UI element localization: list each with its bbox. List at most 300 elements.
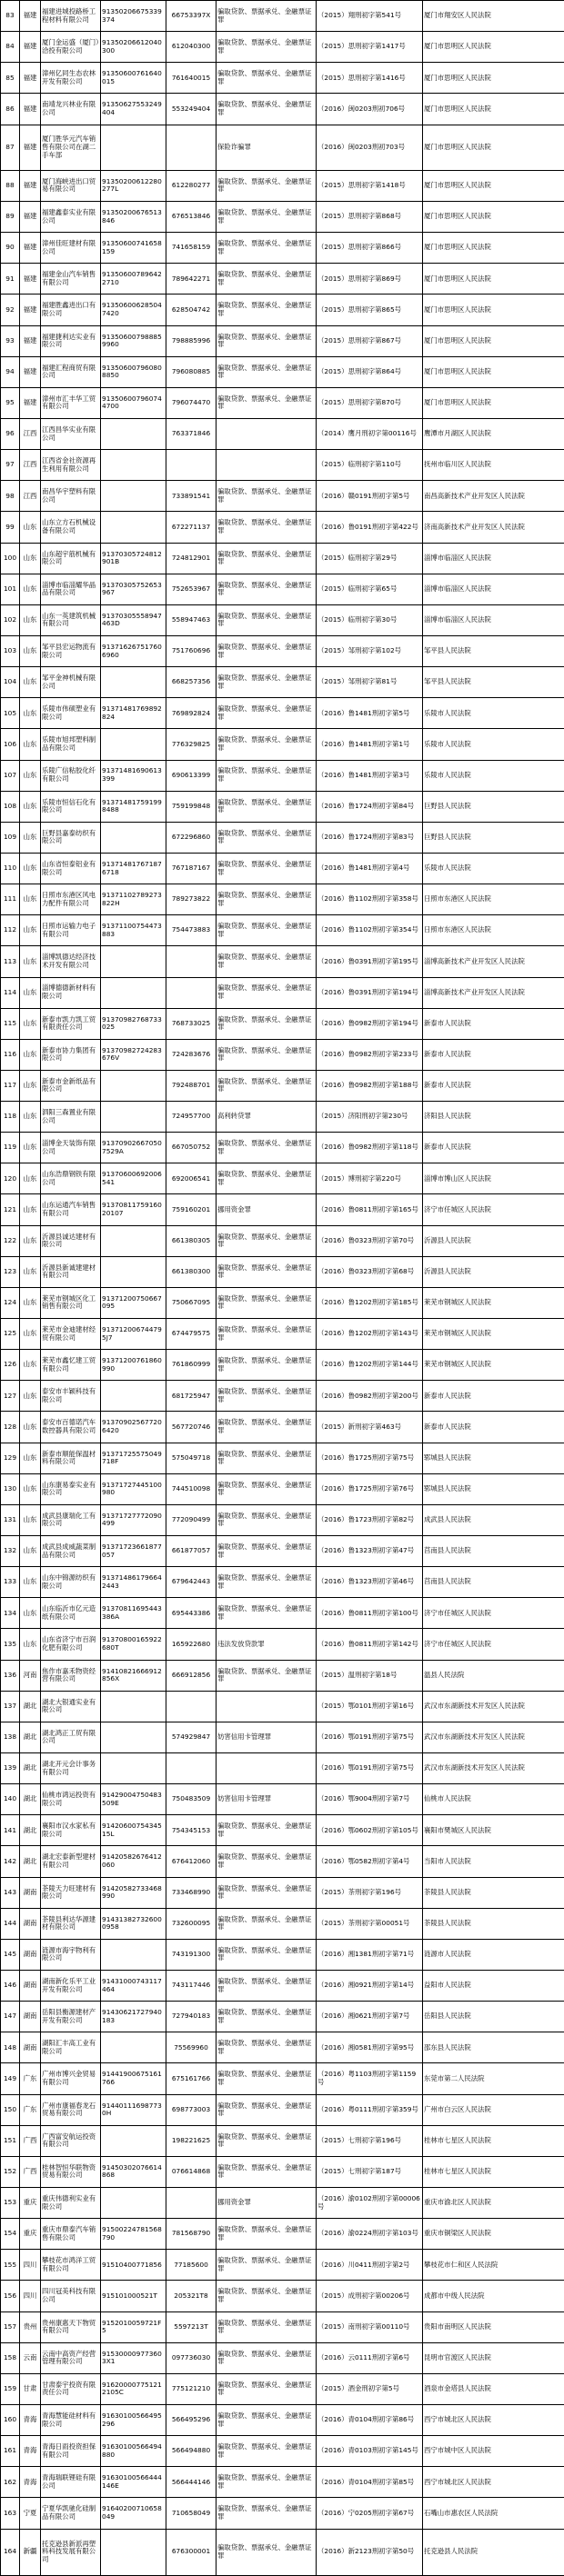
row-number: 150 xyxy=(1,2094,20,2125)
row-number: 85 xyxy=(1,63,20,94)
offense-cell: 骗取贷款、票据承兑、金融票证罪 xyxy=(217,853,317,884)
table-row xyxy=(1,1381,564,1412)
offense-cell: 骗取贷款、票据承兑、金融票证罪 xyxy=(217,1536,317,1567)
offense-cell: 骗取贷款、票据承兑、金融票证罪 xyxy=(217,356,317,387)
court-cell: 当阳市人民法院 xyxy=(423,1846,564,1877)
table-row xyxy=(1,450,564,481)
row-number: 157 xyxy=(1,2311,20,2342)
table-row xyxy=(1,2125,564,2156)
row-number: 163 xyxy=(1,2498,20,2529)
company-name-cell: 湖北开元会计事务有限公司 xyxy=(41,1753,101,1784)
case-number-cell: （2016）鄂0582刑初字第4号 xyxy=(317,1846,423,1877)
case-number-cell: （2016）鲁1323刑初字第46号 xyxy=(317,1567,423,1598)
credit-code-cell: 913506006285047420 xyxy=(101,295,166,325)
case-number-cell: （2016）鲁1725刑初字第76号 xyxy=(317,1473,423,1504)
row-number: 104 xyxy=(1,667,20,698)
province-cell: 山东 xyxy=(20,915,41,946)
table-row xyxy=(1,884,564,915)
org-code-cell: 789642271 xyxy=(166,264,217,295)
case-number-cell: （2016）闽0203刑初703号 xyxy=(317,125,423,170)
row-number: 154 xyxy=(1,2219,20,2250)
province-cell: 福建 xyxy=(20,201,41,232)
province-cell: 福建 xyxy=(20,125,41,170)
credit-code-cell: 91450302076614868 xyxy=(101,2156,166,2187)
table-row xyxy=(1,1660,564,1691)
province-cell: 广西 xyxy=(20,2125,41,2156)
offense-cell: 骗取贷款、票据承兑、金融票证罪 xyxy=(217,2311,317,2342)
company-name-cell: 邹平金神机械有限公司 xyxy=(41,667,101,698)
credit-code-cell: 91370982768733025 xyxy=(101,1008,166,1039)
company-name-cell: 宁夏华凯驰化硅制品有限公司 xyxy=(41,2498,101,2529)
company-name-cell: 莱芜市鑫忆建工贸有限公司 xyxy=(41,1350,101,1381)
offense-cell: 骗取贷款、票据承兑、金融票证罪 xyxy=(217,264,317,295)
province-cell: 湖北 xyxy=(20,1722,41,1752)
table-row xyxy=(1,1504,564,1535)
org-code-cell: 781568790 xyxy=(166,2219,217,2250)
org-code-cell: 672296860 xyxy=(166,822,217,853)
credit-code-cell: 91371200761860990 xyxy=(101,1350,166,1381)
table-row xyxy=(1,1102,564,1133)
table-row xyxy=(1,2187,564,2218)
company-name-cell: 托克逊县新派再塑料科技发展有限公司 xyxy=(41,2529,101,2575)
table-row xyxy=(1,2467,564,2498)
province-cell: 青海 xyxy=(20,2436,41,2467)
company-name-cell: 湖南新化乐平工业开发有限公司 xyxy=(41,1971,101,2002)
case-number-cell: （2016）鲁1481刑初字第5号 xyxy=(317,698,423,729)
court-cell: 抚州市临川区人民法院 xyxy=(423,450,564,481)
province-cell: 山东 xyxy=(20,543,41,574)
case-number-cell: （2016）鲁1481刑初字第1号 xyxy=(317,729,423,760)
company-name-cell: 山东省济宁市百润化肥有限公司 xyxy=(41,1629,101,1660)
offense-cell xyxy=(217,1691,317,1722)
row-number: 91 xyxy=(1,264,20,295)
offense-cell: 骗取贷款、票据承兑、金融票证罪 xyxy=(217,1971,317,2002)
case-number-cell: （2016）湘1381刑初字第71号 xyxy=(317,1939,423,1970)
org-code-cell: 676300001 xyxy=(166,2529,217,2575)
org-code-cell: 666912856 xyxy=(166,1660,217,1691)
row-number: 92 xyxy=(1,295,20,325)
province-cell: 湖南 xyxy=(20,1971,41,2002)
row-number: 89 xyxy=(1,201,20,232)
credit-code-cell: 913714817671876718 xyxy=(101,853,166,884)
offense-cell: 骗取贷款、票据承兑、金融票证罪 xyxy=(217,1473,317,1504)
org-code-cell: 798885996 xyxy=(166,325,217,356)
company-name-cell: 茶陵县利达华源建材有限公司 xyxy=(41,1908,101,1939)
table-row xyxy=(1,481,564,512)
credit-code-cell: 91370600692006541 xyxy=(101,1163,166,1194)
org-code-cell: 743191300 xyxy=(166,1939,217,1970)
org-code-cell: 733891541 xyxy=(166,481,217,512)
case-number-cell: （2015）思刑初字第1417号 xyxy=(317,32,423,63)
province-cell: 山东 xyxy=(20,512,41,543)
table-row xyxy=(1,387,564,418)
company-name-cell: 焦作市嘉禾物资经营有限公司 xyxy=(41,1660,101,1691)
company-name-cell: 山东临沂市亿元造纸有限公司 xyxy=(41,1598,101,1629)
province-cell: 湖南 xyxy=(20,1939,41,1970)
table-row xyxy=(1,94,564,125)
table-row xyxy=(1,201,564,232)
company-name-cell: 青海慧能硅材料有限公司 xyxy=(41,2404,101,2435)
company-name-cell: 厦门金运盛（厦门）洽投有限公司 xyxy=(41,32,101,63)
offense-cell: 骗取贷款、票据承兑、金融票证罪 xyxy=(217,1133,317,1163)
offense-cell: 骗取贷款、票据承兑、金融票证罪 xyxy=(217,2342,317,2373)
org-code-cell: 759160201 xyxy=(166,1194,217,1225)
credit-code-cell: 91429004750483509E xyxy=(101,1784,166,1815)
offense-cell: 骗取贷款、票据承兑、金融票证罪 xyxy=(217,977,317,1008)
org-code-cell: 724812901 xyxy=(166,543,217,574)
court-cell: 攀枝花市仁和区人民法院 xyxy=(423,2250,564,2281)
court-cell: 沂源县人民法院 xyxy=(423,1256,564,1287)
court-cell: 济宁市任城区人民法院 xyxy=(423,1194,564,1225)
court-cell: 新泰市人民法院 xyxy=(423,1133,564,1163)
offense-cell: 骗取贷款、票据承兑、金融票证罪 xyxy=(217,1567,317,1598)
company-name-cell: 沂源县诚达建材有限公司 xyxy=(41,1225,101,1256)
court-cell: 郓城县人民法院 xyxy=(423,1443,564,1473)
table-row xyxy=(1,1784,564,1815)
case-number-cell: （2016）鲁0391刑初字第194号 xyxy=(317,977,423,1008)
offense-cell: 骗取贷款、票据承兑、金融票证罪 xyxy=(217,32,317,63)
province-cell: 山东 xyxy=(20,1070,41,1101)
org-code-cell: 076614868 xyxy=(166,2156,217,2187)
court-cell: 莱芜市钢城区人民法院 xyxy=(423,1350,564,1381)
company-name-cell: 南靖龙兴林业有限公司 xyxy=(41,94,101,125)
org-code-cell: 768733025 xyxy=(166,1008,217,1039)
org-code-cell xyxy=(166,450,217,481)
court-cell: 新泰市人民法院 xyxy=(423,1008,564,1039)
offense-cell: 骗取贷款、票据承兑、金融票证罪 xyxy=(217,1908,317,1939)
row-number: 103 xyxy=(1,635,20,666)
table-row xyxy=(1,635,564,666)
credit-code-cell: 91500224781568790 xyxy=(101,2219,166,2250)
table-row xyxy=(1,946,564,977)
province-cell: 山东 xyxy=(20,1412,41,1443)
table-row xyxy=(1,1908,564,1939)
row-number: 106 xyxy=(1,729,20,760)
offense-cell: 骗取贷款、票据承兑、金融票证罪 xyxy=(217,63,317,94)
case-number-cell: （2016）鲁0982刑初字第188号 xyxy=(317,1070,423,1101)
credit-code-cell: 913506007960744700 xyxy=(101,387,166,418)
court-cell: 淄博市临淄区人民法院 xyxy=(423,543,564,574)
org-code-cell: 733468990 xyxy=(166,1877,217,1908)
org-code-cell: 754345153 xyxy=(166,1815,217,1846)
credit-code-cell xyxy=(101,1102,166,1133)
credit-code-cell: 915101000521T xyxy=(101,2281,166,2311)
court-cell: 厦门市思明区人民法院 xyxy=(423,170,564,201)
court-cell: 武汉市东湖新技术开发区人民法院 xyxy=(423,1722,564,1752)
court-cell: 新泰市人民法院 xyxy=(423,1381,564,1412)
row-number: 120 xyxy=(1,1163,20,1194)
company-name-cell: 成武县成威蔬菜制品有限公司 xyxy=(41,1536,101,1567)
credit-code-cell: 91350600761640015 xyxy=(101,63,166,94)
case-number-cell: （2016）粤0111刑初字第359号 xyxy=(317,2094,423,2125)
org-code-cell: 097736030 xyxy=(166,2342,217,2373)
offense-cell: 骗取贷款、票据承兑、金融票证罪 xyxy=(217,698,317,729)
province-cell: 江西 xyxy=(20,481,41,512)
province-cell: 山东 xyxy=(20,1194,41,1225)
credit-code-cell: 913506007896422710 xyxy=(101,264,166,295)
province-cell: 湖南 xyxy=(20,2032,41,2063)
case-number-cell: （2015）临刑初字第110号 xyxy=(317,450,423,481)
case-number-cell: （2015）七刑初字第187号 xyxy=(317,2156,423,2187)
credit-code-cell xyxy=(101,481,166,512)
credit-code-cell xyxy=(101,125,166,170)
offense-cell: 骗取贷款、票据承兑、金融票证罪 xyxy=(217,481,317,512)
row-number: 160 xyxy=(1,2404,20,2435)
province-cell: 青海 xyxy=(20,2404,41,2435)
company-name-cell: 莱芜市金迪建材经贸有限公司 xyxy=(41,1319,101,1350)
table-row xyxy=(1,2002,564,2032)
case-number-cell: （2016）青0103刑初字第145号 xyxy=(317,2436,423,2467)
table-row xyxy=(1,1008,564,1039)
table-row xyxy=(1,264,564,295)
court-cell: 广州市白云区人民法院 xyxy=(423,2094,564,2125)
case-number-cell: （2016）鲁1724刑初字第83号 xyxy=(317,822,423,853)
province-cell: 山东 xyxy=(20,1039,41,1070)
org-code-cell: 761860999 xyxy=(166,1350,217,1381)
credit-code-cell: 91370305752653967 xyxy=(101,574,166,604)
case-number-cell: （2015）思刑初字第867号 xyxy=(317,325,423,356)
province-cell: 山东 xyxy=(20,884,41,915)
case-number-cell: （2016）湘0581刑初字第95号 xyxy=(317,2032,423,2063)
case-number-cell: （2016）鲁0982刑初字第200号 xyxy=(317,1381,423,1412)
credit-code-cell: 91370305724812901B xyxy=(101,543,166,574)
province-cell: 湖北 xyxy=(20,1753,41,1784)
offense-cell: 骗取贷款、票据承兑、金融票证罪 xyxy=(217,1163,317,1194)
province-cell: 山东 xyxy=(20,729,41,760)
offense-cell: 骗取贷款、票据承兑、金融票证罪 xyxy=(217,1598,317,1629)
credit-code-cell: 9142060075434515L xyxy=(101,1815,166,1846)
case-number-cell: （2016）鲁1202刑初字第144号 xyxy=(317,1350,423,1381)
court-cell: 厦门市翔安区人民法院 xyxy=(423,1,564,32)
credit-code-cell: 91630100566495296 xyxy=(101,2404,166,2435)
org-code-cell xyxy=(166,946,217,977)
province-cell: 江西 xyxy=(20,450,41,481)
row-number: 117 xyxy=(1,1070,20,1101)
company-name-cell: 巨野县嘉泰纺织有限公司 xyxy=(41,822,101,853)
org-code-cell: 710658049 xyxy=(166,2498,217,2529)
court-cell: 成都市中级人民法院 xyxy=(423,2281,564,2311)
court-cell: 西宁市城北区人民法院 xyxy=(423,2404,564,2435)
company-name-cell: 山东立方石机械设备有限公司 xyxy=(41,512,101,543)
court-cell: 新泰市人民法院 xyxy=(423,1412,564,1443)
credit-code-cell xyxy=(101,2529,166,2575)
row-number: 133 xyxy=(1,1567,20,1598)
credit-code-cell xyxy=(101,1691,166,1722)
row-number: 136 xyxy=(1,1660,20,1691)
case-number-cell: （2015）成刑初字第00206号 xyxy=(317,2281,423,2311)
province-cell: 山东 xyxy=(20,635,41,666)
credit-code-cell: 91441900675161766 xyxy=(101,2063,166,2094)
case-number-cell: （2015）邹刑初字第102号 xyxy=(317,635,423,666)
row-number: 105 xyxy=(1,698,20,729)
company-name-cell: 襄阳市汉水家私有限公司 xyxy=(41,1815,101,1846)
court-cell: 厦门市思明区人民法院 xyxy=(423,356,564,387)
court-cell: 仙桃市人民法院 xyxy=(423,1784,564,1815)
province-cell: 四川 xyxy=(20,2250,41,2281)
offense-cell: 骗取贷款、票据承兑、金融票证罪 xyxy=(217,1256,317,1287)
company-name-cell: 山东超宇筋机械有限公司 xyxy=(41,543,101,574)
company-name-cell: 福建汇程商贸有限公司 xyxy=(41,356,101,387)
offense-cell: 骗取贷款、票据承兑、金融票证罪 xyxy=(217,1412,317,1443)
org-code-cell: 724283676 xyxy=(166,1039,217,1070)
offense-cell: 骗取贷款、票据承兑、金融票证罪 xyxy=(217,884,317,915)
court-cell: 厦门市思明区人民法院 xyxy=(423,32,564,63)
credit-code-cell: 91371723661877057 xyxy=(101,1536,166,1567)
row-number: 125 xyxy=(1,1319,20,1350)
company-name-cell: 淄博凯德达经济技术开发有限公司 xyxy=(41,946,101,977)
offense-cell: 骗取贷款、票据承兑、金融票证罪 xyxy=(217,2467,317,2498)
org-code-cell: 628504742 xyxy=(166,295,217,325)
row-number: 121 xyxy=(1,1194,20,1225)
credit-code-cell: 91430621727940183 xyxy=(101,2002,166,2032)
company-name-cell: 重庆市鼎泰汽车销售有限公司 xyxy=(41,2219,101,2250)
province-cell: 广东 xyxy=(20,2063,41,2094)
table-row xyxy=(1,2281,564,2311)
province-cell: 山东 xyxy=(20,698,41,729)
credit-code-cell: 913712006744795J7 xyxy=(101,1319,166,1350)
company-name-cell: 厦门海峡进出口贸易有限公司 xyxy=(41,170,101,201)
row-number: 119 xyxy=(1,1133,20,1163)
offense-cell: 骗取贷款、票据承兑、金融票证罪 xyxy=(217,94,317,125)
province-cell: 山东 xyxy=(20,1629,41,1660)
province-cell: 山东 xyxy=(20,667,41,698)
case-number-cell: （2016）宁0205刑初字第67号 xyxy=(317,2498,423,2529)
table-row xyxy=(1,543,564,574)
province-cell: 重庆 xyxy=(20,2187,41,2218)
credit-code-cell: 914401116987730H xyxy=(101,2094,166,2125)
case-number-cell: （2016）粤1103刑初字第1159号 xyxy=(317,2063,423,2094)
table-row xyxy=(1,32,564,63)
row-number: 134 xyxy=(1,1598,20,1629)
row-number: 158 xyxy=(1,2342,20,2373)
court-cell: 莱芜市钢城区人民法院 xyxy=(423,1287,564,1318)
credit-code-cell: 91371200750667095 xyxy=(101,1287,166,1318)
row-number: 144 xyxy=(1,1908,20,1939)
court-cell: 日照市东港区人民法院 xyxy=(423,915,564,946)
court-cell: 淄博市临淄区人民法院 xyxy=(423,574,564,604)
company-name-cell: 邹平县宏运物流有限公司 xyxy=(41,635,101,666)
org-code-cell: 676412060 xyxy=(166,1846,217,1877)
court-cell: 贵阳市南明区人民法院 xyxy=(423,2311,564,2342)
offense-cell: 骗取贷款、票据承兑、金融票证罪 xyxy=(217,2002,317,2032)
offense-cell: 骗取贷款、票据承兑、金融票证罪 xyxy=(217,1008,317,1039)
credit-code-cell: 91370982724283676V xyxy=(101,1039,166,1070)
table-row xyxy=(1,977,564,1008)
table-row xyxy=(1,574,564,604)
credit-code-cell xyxy=(101,1939,166,1970)
row-number: 141 xyxy=(1,1815,20,1846)
table-row xyxy=(1,1070,564,1101)
court-cell: 益阳市人民法院 xyxy=(423,1971,564,2002)
court-cell: 昆明市官渡区人民法院 xyxy=(423,2342,564,2373)
court-cell: 石嘴山市惠农区人民法院 xyxy=(423,2498,564,2529)
offense-cell: 骗取贷款、票据承兑、金融票证罪 xyxy=(217,295,317,325)
company-name-cell: 新泰市金新纸品有限公司 xyxy=(41,1070,101,1101)
offense-cell: 骗取贷款、票据承兑、金融票证罪 xyxy=(217,2373,317,2404)
table-row xyxy=(1,1722,564,1752)
credit-code-cell: 91371102789273822H xyxy=(101,884,166,915)
offense-cell: 骗取贷款、票据承兑、金融票证罪 xyxy=(217,1846,317,1877)
company-name-cell: 青海瑞联锂硅有限公司 xyxy=(41,2467,101,2498)
case-number-cell: （2016）鄂9004刑初字第7号 xyxy=(317,1784,423,1815)
credit-code-cell xyxy=(101,1722,166,1752)
row-number: 102 xyxy=(1,604,20,635)
org-code-cell: 743117446 xyxy=(166,1971,217,2002)
credit-code-cell: 91370305558947463D xyxy=(101,604,166,635)
court-cell: 茶陵县人民法院 xyxy=(423,1877,564,1908)
court-cell: 沂源县人民法院 xyxy=(423,1225,564,1256)
row-number: 147 xyxy=(1,2002,20,2032)
company-name-cell: 岳阳县衡源建材产开发有限公司 xyxy=(41,2002,101,2032)
company-name-cell: 泰安市百德诺汽车数控器具有限公司 xyxy=(41,1412,101,1443)
row-number: 162 xyxy=(1,2467,20,2498)
org-code-cell: 763371846 xyxy=(166,418,217,449)
org-code-cell: 679642443 xyxy=(166,1567,217,1598)
credit-code-cell: 91371725575049718F xyxy=(101,1443,166,1473)
credit-code-cell xyxy=(101,2187,166,2218)
court-cell: 西宁市城北区人民法院 xyxy=(423,2467,564,2498)
province-cell: 山东 xyxy=(20,1287,41,1318)
court-cell: 东莞市第二人民法院 xyxy=(423,2063,564,2094)
row-number: 148 xyxy=(1,2032,20,2063)
company-name-cell: 茶陵天力旺建材有限公司 xyxy=(41,1877,101,1908)
table-row xyxy=(1,667,564,698)
case-number-cell: （2015）七刑初字第196号 xyxy=(317,2125,423,2156)
court-cell: 济阳县人民法院 xyxy=(423,1102,564,1133)
offense-cell: 骗取贷款、票据承兑、金融票证罪 xyxy=(217,201,317,232)
table-row xyxy=(1,698,564,729)
province-cell: 福建 xyxy=(20,295,41,325)
credit-code-cell: 91371100754473883 xyxy=(101,915,166,946)
province-cell: 山东 xyxy=(20,1163,41,1194)
court-cell: 邹平县人民法院 xyxy=(423,635,564,666)
court-cell: 涟源市人民法院 xyxy=(423,1939,564,1970)
org-code-cell: 661380300 xyxy=(166,1256,217,1287)
table-row xyxy=(1,1,564,32)
row-number: 114 xyxy=(1,977,20,1008)
court-cell: 襄阳市樊城区人民法院 xyxy=(423,1815,564,1846)
province-cell: 山东 xyxy=(20,760,41,791)
court-cell: 日照市东港区人民法院 xyxy=(423,884,564,915)
row-number: 87 xyxy=(1,125,20,170)
province-cell: 山东 xyxy=(20,1225,41,1256)
case-number-cell: （2016）鄂0191刑初字第75号 xyxy=(317,1722,423,1752)
court-cell: 鹰潭市月湖区人民法院 xyxy=(423,418,564,449)
company-name-cell: 乐陵市旭邦塑料制品有限公司 xyxy=(41,729,101,760)
table-row xyxy=(1,356,564,387)
row-number: 100 xyxy=(1,543,20,574)
province-cell: 湖南 xyxy=(20,1877,41,1908)
credit-code-cell: 916200007751212105C xyxy=(101,2373,166,2404)
case-number-cell: （2016）鲁0811刑初字第142号 xyxy=(317,1629,423,1660)
province-cell: 湖北 xyxy=(20,1846,41,1877)
province-cell: 山东 xyxy=(20,822,41,853)
credit-code-cell: 91371727445100980 xyxy=(101,1473,166,1504)
row-number: 149 xyxy=(1,2063,20,2094)
case-number-cell: （2016）鲁0323刑初字第70号 xyxy=(317,1225,423,1256)
table-row xyxy=(1,2436,564,2467)
case-number-cell: （2015）茶刑初字第00051号 xyxy=(317,1908,423,1939)
table-row xyxy=(1,1039,564,1070)
court-cell: 岳阳县人民法院 xyxy=(423,2002,564,2032)
org-code-cell: 724957700 xyxy=(166,1102,217,1133)
org-code-cell: 692006541 xyxy=(166,1163,217,1194)
org-code-cell: 75569960 xyxy=(166,2032,217,2063)
case-number-cell: （2016）川0411刑初字第2号 xyxy=(317,2250,423,2281)
company-name-cell: 成武县康瑞化工有限公司 xyxy=(41,1504,101,1535)
org-code-cell: 5597213T xyxy=(166,2311,217,2342)
org-code-cell: 612040300 xyxy=(166,32,217,63)
